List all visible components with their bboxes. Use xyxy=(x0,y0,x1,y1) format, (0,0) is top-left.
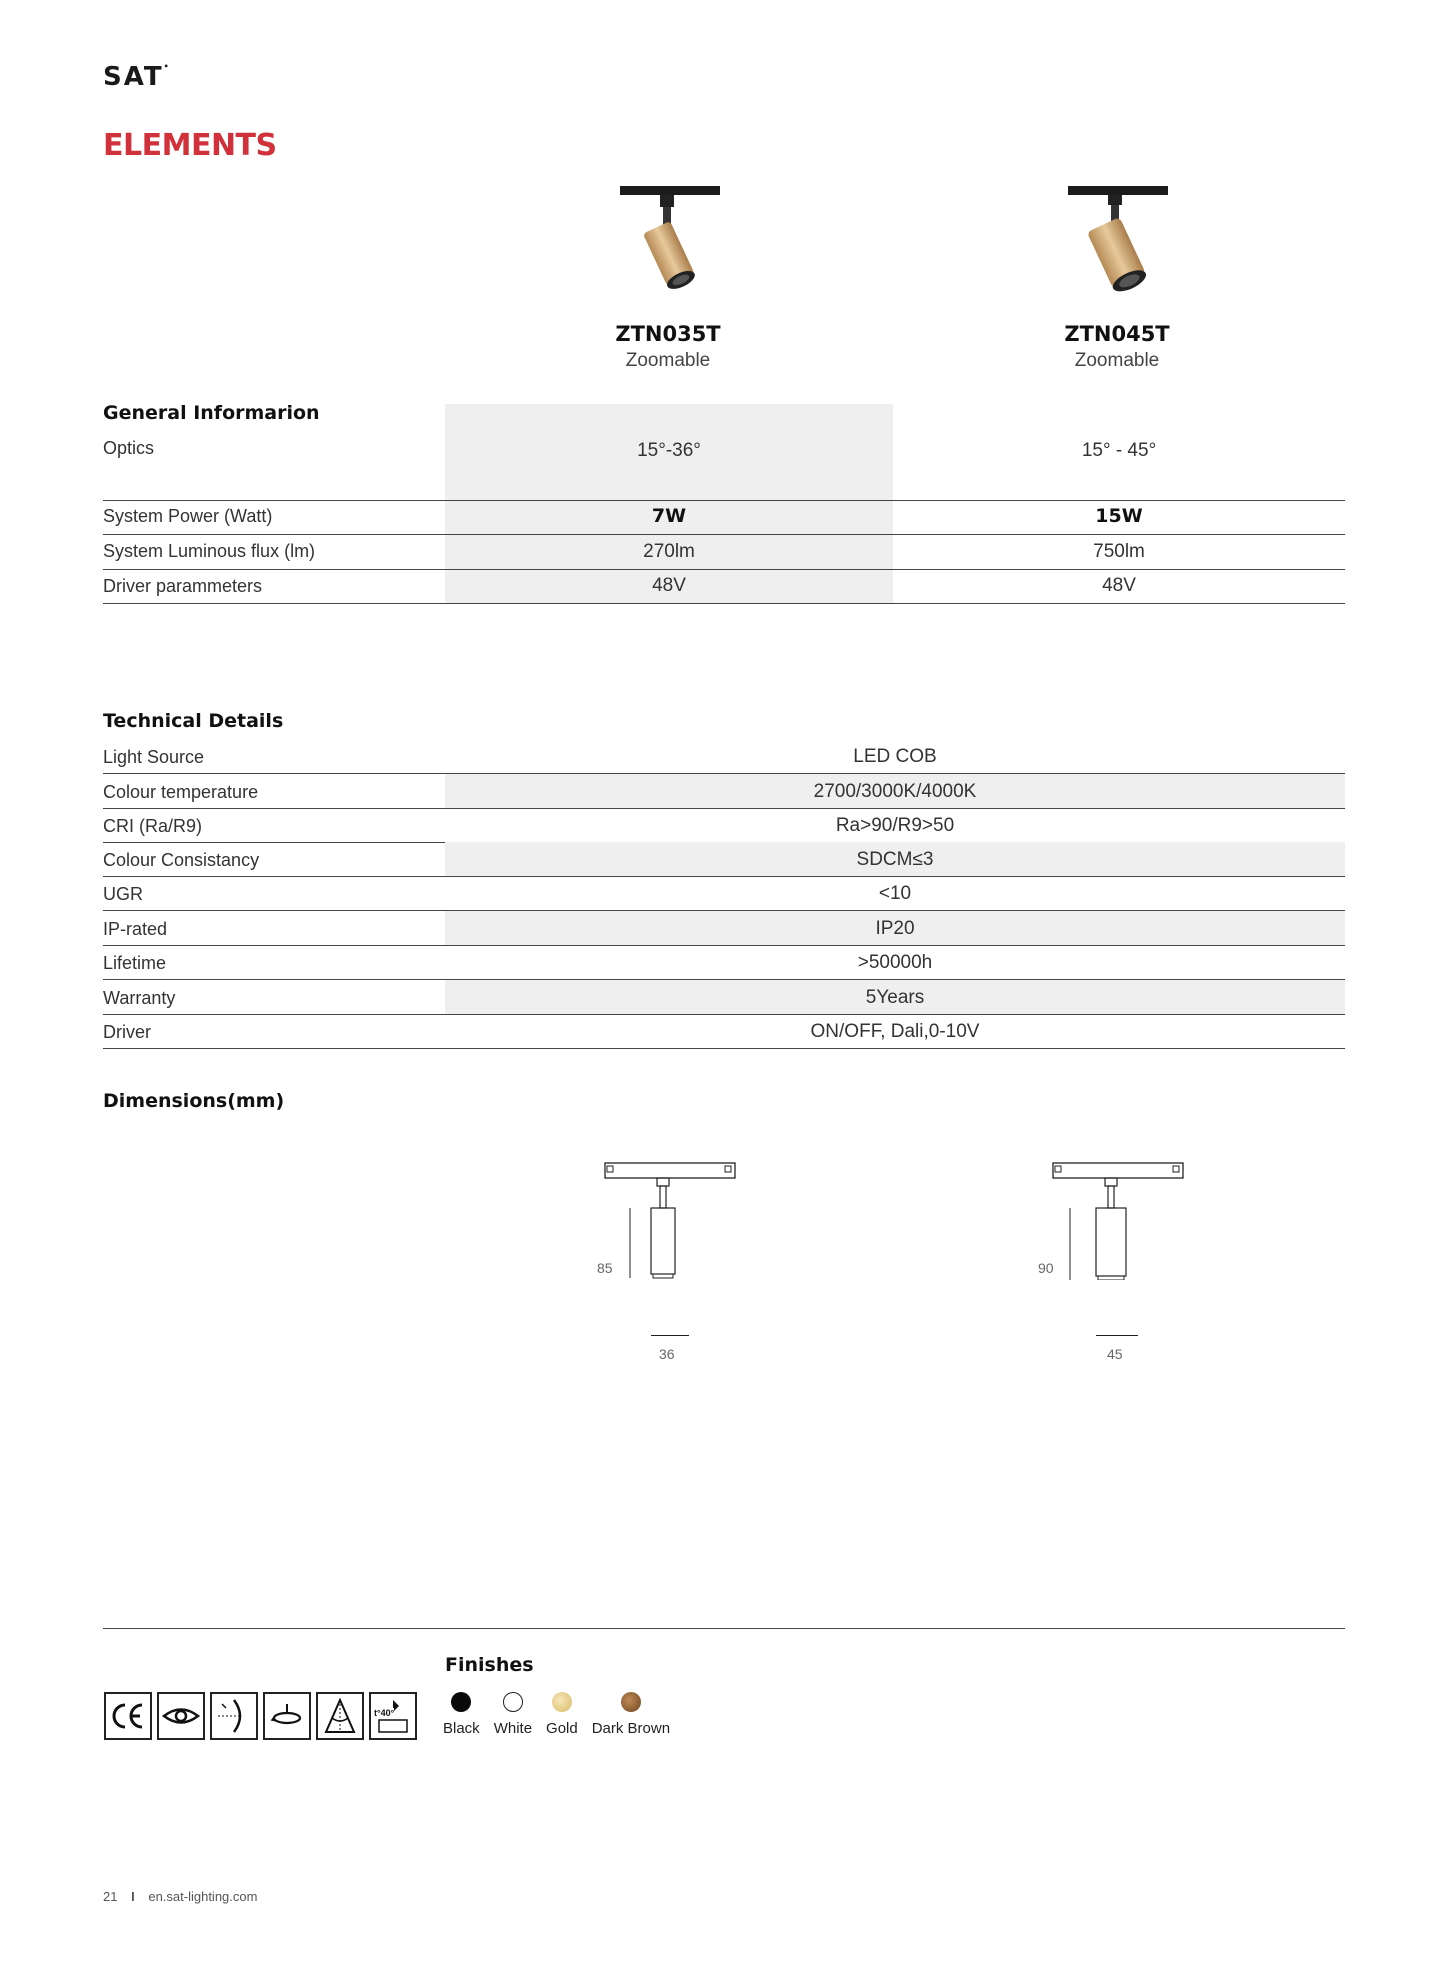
finish-swatch xyxy=(621,1692,641,1712)
finish-swatch xyxy=(503,1692,523,1712)
row-label: Optics xyxy=(103,438,155,458)
row-value: ON/OFF, Dali,0-10V xyxy=(810,1021,980,1042)
ce-mark-icon xyxy=(104,1692,152,1740)
general-heading: General Informarion xyxy=(103,402,320,424)
row-value: IP20 xyxy=(875,918,915,939)
product-type-1: Zoomable xyxy=(625,350,711,371)
row-value: <10 xyxy=(878,883,912,904)
page-number: 21 xyxy=(103,1889,118,1904)
row-value-2: 15° - 45° xyxy=(1081,440,1157,461)
dimension-width-line-2 xyxy=(1096,1335,1138,1336)
finish-black xyxy=(443,1692,480,1737)
row-label: System Luminous flux (lm) xyxy=(103,541,316,561)
finish-gold xyxy=(546,1692,578,1737)
finish-white xyxy=(494,1692,532,1737)
page-title: ELEMENTS xyxy=(103,128,277,163)
tech-row-warranty xyxy=(103,980,1345,1015)
row-value: >50000h xyxy=(857,952,933,973)
footer-url[interactable]: en.sat-lighting.com xyxy=(148,1889,258,1904)
row-label: IP-rated xyxy=(103,919,168,939)
row-value: LED COB xyxy=(853,746,937,767)
finish-label: Black xyxy=(443,1720,480,1737)
finish-swatch xyxy=(552,1692,572,1712)
row-label: Light Source xyxy=(103,747,205,767)
finishes-list xyxy=(443,1692,670,1737)
tech-row-ip-rated xyxy=(103,911,1345,946)
tech-row-lifetime xyxy=(103,945,1345,980)
dimensions-heading: Dimensions(mm) xyxy=(103,1090,285,1112)
row-value-1: 15°-36° xyxy=(637,440,701,461)
dimension-drawing-ztn035t xyxy=(595,1160,745,1285)
finish-dark-brown xyxy=(592,1692,670,1737)
beam-angle-icon xyxy=(210,1692,258,1740)
certification-icons xyxy=(104,1692,417,1740)
row-label: Colour Consistancy xyxy=(103,850,260,870)
row-value-1: 7W xyxy=(651,505,687,527)
row-label: Warranty xyxy=(103,988,176,1008)
tilt-40-label: t°40° xyxy=(374,1708,395,1718)
row-label: Colour temperature xyxy=(103,782,259,802)
tech-row-ugr xyxy=(103,876,1345,911)
row-value-2: 750lm xyxy=(1093,541,1145,562)
tilt-angle-icon xyxy=(316,1692,364,1740)
general-row-driver xyxy=(103,571,1345,604)
tech-row-driver xyxy=(103,1014,1345,1049)
row-value-1: 270lm xyxy=(643,541,695,562)
dimension-width-1: 36 xyxy=(659,1346,675,1362)
dimension-height-2: 90 xyxy=(1038,1260,1054,1276)
dimension-width-line-1 xyxy=(651,1335,689,1336)
general-row-optics xyxy=(103,430,1345,501)
eye-safety-icon xyxy=(157,1692,205,1740)
tilt-40-icon xyxy=(369,1692,417,1740)
row-label: System Power (Watt) xyxy=(103,506,273,526)
row-value: 5Years xyxy=(865,987,925,1008)
technical-heading: Technical Details xyxy=(103,710,284,732)
row-label: Driver parammeters xyxy=(103,576,263,596)
product-type-2: Zoomable xyxy=(1074,350,1160,371)
finish-swatch xyxy=(451,1692,471,1712)
product-model-2: ZTN045T xyxy=(1064,322,1170,346)
page-footer xyxy=(103,1889,257,1904)
row-label: Lifetime xyxy=(103,953,167,973)
general-row-flux xyxy=(103,536,1345,570)
row-value-1: 48V xyxy=(652,575,686,596)
tech-row-light-source xyxy=(103,739,1345,774)
finishes-heading: Finishes xyxy=(445,1654,534,1676)
row-label: UGR xyxy=(103,884,143,904)
dimension-width-2: 45 xyxy=(1107,1346,1123,1362)
row-label: Driver xyxy=(103,1022,151,1042)
general-row-power xyxy=(103,502,1345,535)
dimension-height-1: 85 xyxy=(597,1260,613,1276)
finish-label: Dark Brown xyxy=(591,1720,671,1737)
row-value-2: 48V xyxy=(1102,575,1136,596)
product-image-ztn035t xyxy=(605,180,735,315)
finish-label: Gold xyxy=(546,1720,578,1737)
row-value: 2700/3000K/4000K xyxy=(813,781,977,802)
product-image-ztn045t xyxy=(1053,180,1183,315)
row-value-2: 15W xyxy=(1095,505,1143,527)
finish-label: White xyxy=(493,1720,533,1737)
product-model-1: ZTN035T xyxy=(615,322,721,346)
brand-logo: SAT• xyxy=(103,62,171,92)
row-label: CRI (Ra/R9) xyxy=(103,816,203,836)
tech-row-colour-temperature xyxy=(103,774,1345,809)
dimension-drawing-ztn045t xyxy=(1043,1160,1193,1285)
row-value: Ra>90/R9>50 xyxy=(835,815,955,836)
footer-separator: I xyxy=(131,1889,135,1904)
rotation-icon xyxy=(263,1692,311,1740)
row-value: SDCM≤3 xyxy=(856,849,934,870)
tech-row-cri xyxy=(103,808,1345,843)
tech-row-colour-consistancy xyxy=(103,842,1345,877)
section-divider xyxy=(103,1628,1345,1629)
